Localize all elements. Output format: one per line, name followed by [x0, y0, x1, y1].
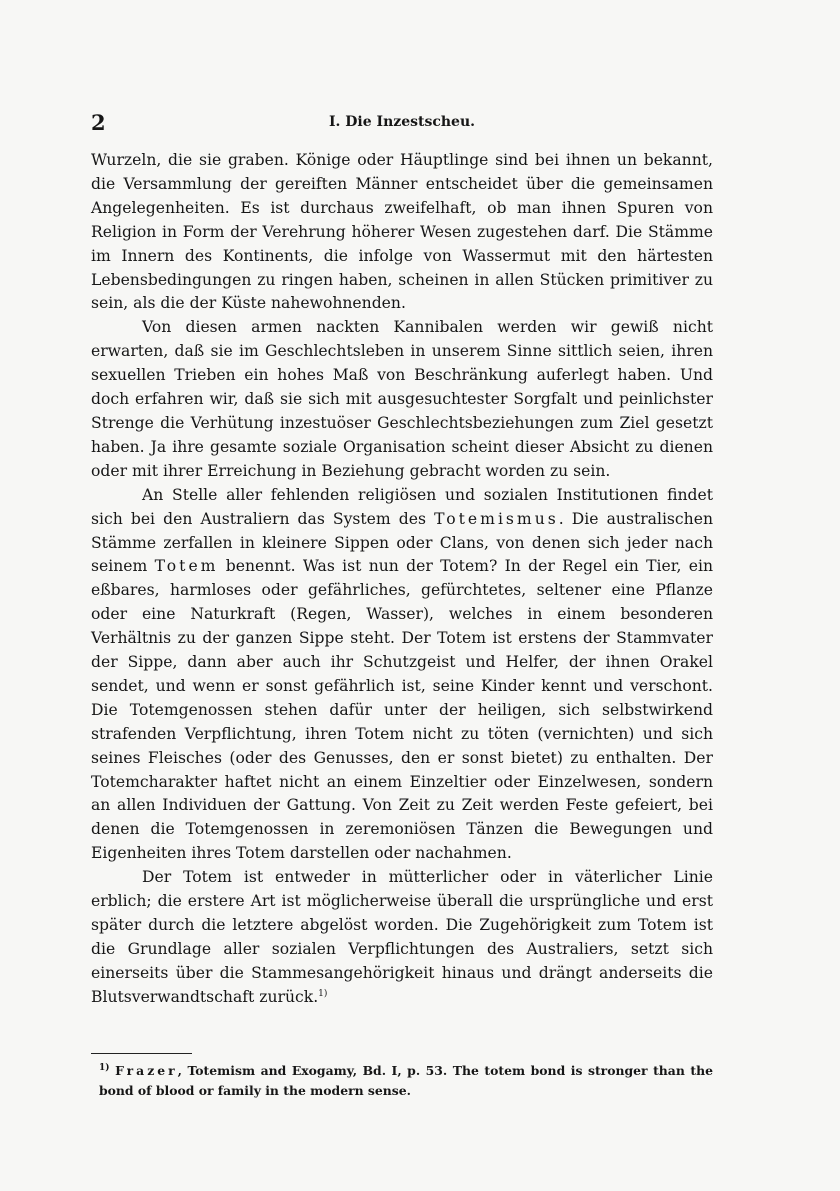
body-text	[91, 149, 713, 1010]
paragraph-4-text: Der Totem ist entweder in mütterlicher oder in väterlicher Linie erblich; die erstere Art ist möglicherweise überall die ursprüngliche und erst später durch die letztere abgelöst worden. Die Zugehörigkeit zum Totem ist die Grundlage aller sozialen Verpflichtungen des Australiers, setzt sich einerseits über die Stammesangehörigkeit hinaus und drängt anderseits die Blutsverwandtschaft zurück.	[91, 868, 713, 1006]
paragraph-4	[91, 866, 713, 1009]
footnote-marker: 1)	[99, 1062, 110, 1073]
footnote-reference: 1)	[318, 988, 328, 999]
term-totem: Totem	[154, 557, 219, 576]
paragraph-3	[91, 484, 713, 867]
footnote-text: , Totemism and Exogamy, Bd. I, p. 53. The totem bond is stronger than the bond of blood or family in the modern sense.	[99, 1063, 713, 1098]
footnote	[99, 1061, 713, 1101]
paragraph-1: Wurzeln, die sie graben. Könige oder Häuptlinge sind bei ihnen un bekannt, die Versammlung der gereiften Männer entscheidet über die gemeinsamen Angelegenheiten. Es ist durchaus zweifelhaft, ob man ihnen Spuren von Religion in Form der Verehrung höherer Wesen zugestehen darf. Die Stämme im Innern des Kontinents, die infolge von Wassermut mit den härtesten Lebensbedingungen zu ringen haben, scheinen in allen Stücken primitiver zu sein, als die der Küste nahewohnenden.	[91, 151, 713, 313]
term-totemismus: Totemismus	[434, 509, 559, 528]
paragraph-3-text-c: benennt. Was ist nun der Totem? In der Regel ein Tier, ein eßbares, harmloses oder gefährliches, gefürchtetes, seltener eine Pflanze oder eine Naturkraft (Regen, Wasser), welches in einem besonderen Verhältnis zu der ganzen Sippe steht. Der Totem ist erstens der Stammvater der Sippe, dann aber auch ihr Schutzgeist und Helfer, der ihnen Orakel sendet, und wenn er sonst gefährlich ist, seine Kinder kennt und verschont. Die Totemgenossen stehen dafür unter der heiligen, sich selbstwirkend strafenden Verpflichtung, ihren Totem nicht zu töten (vernichten) und sich seines Fleisches (oder des Genusses, den er sonst bietet) zu enthalten. Der Totemcharakter haftet nicht an einem Einzeltier oder Einzelwesen, sondern an allen Individuen der Gattung. Von Zeit zu Zeit werden Feste gefeiert, bei denen die Totemgenossen in zeremoniösen Tänzen die Bewegungen und Eigenheiten ihres Totem darstellen oder nachahmen.	[91, 557, 714, 863]
running-head: I. Die Inzestscheu.	[328, 114, 475, 130]
footnote-rule	[91, 1053, 192, 1054]
page-header	[91, 110, 713, 134]
footnote-author: Frazer	[115, 1063, 178, 1078]
paragraph-2: Von diesen armen nackten Kannibalen werden wir gewiß nicht erwarten, daß sie im Geschlechtsleben in unserem Sinne sittlich seien, ihren sexuellen Trieben ein hohes Maß von Beschränkung auferlegt haben. Und doch erfahren wir, daß sie sich mit ausgesuchtester Sorgfalt und peinlichster Strenge die Verhütung inzestuöser Geschlechtsbeziehungen zum Ziel gesetzt haben. Ja ihre gesamte soziale Organisation scheint dieser Absicht zu dienen oder mit ihrer Erreichung in Beziehung gebracht worden zu sein.	[91, 318, 713, 480]
paragraph-3-text-b: . Die australischen Stämme zerfallen in kleinere Sippen oder Clans, von denen sich jeder nach seinem	[91, 509, 713, 576]
paragraph-3-text-a: An Stelle aller fehlenden religiösen und sozialen Institutionen findet sich bei den Australiern das System des	[91, 485, 713, 528]
page-number: 2	[91, 110, 106, 135]
